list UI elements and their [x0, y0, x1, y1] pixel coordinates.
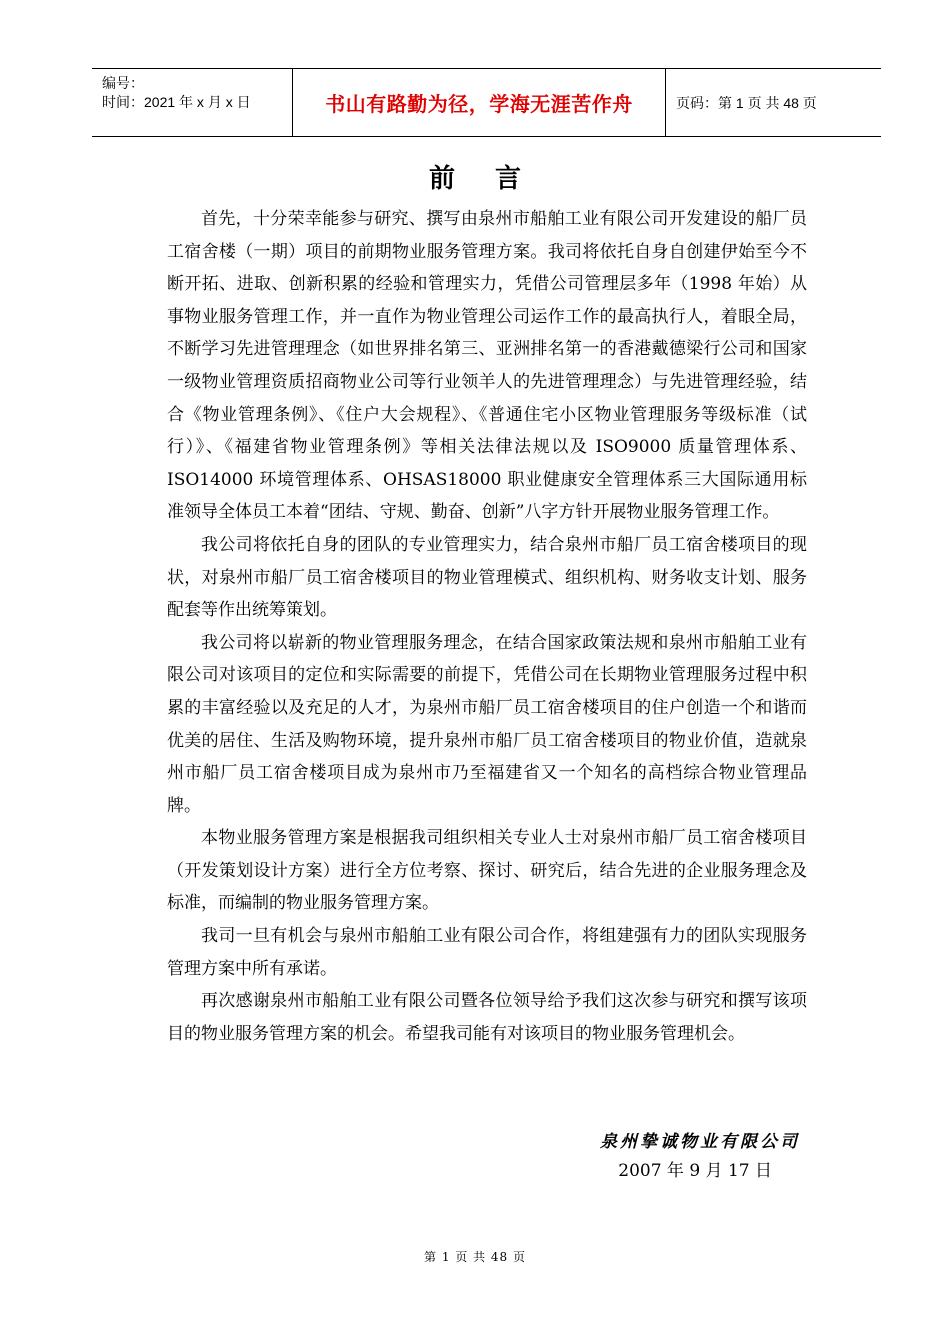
- paragraph: 我公司将以崭新的物业管理服务理念，在结合国家政策法规和泉州市船舶工业有限公司对该项目的定位和实际需要的前提下，凭借公司在长期物业管理服务过程中积累的丰富经验以及充足的人才，为泉州市船厂员工宿舍楼项目的住户创造一个和谐而优美的居住、生活及购物环境，提升泉州市船厂员工宿舍楼项目的物业价值，造就泉州市船厂员工宿舍楼项目成为泉州市乃至福建省又一个知名的高档综合物业管理品牌。: [167, 632, 807, 816]
- header-motto-cell: [293, 69, 666, 136]
- document-body: [167, 203, 807, 1050]
- paragraph: 本物业服务管理方案是根据我司组织相关专业人士对泉州市船厂员工宿舍楼项目（开发策划设计方案）进行全方位考察、探讨、研究后，结合先进的企业服务理念及标准，而编制的物业服务管理方案。: [167, 828, 807, 914]
- paragraph: 我公司将依托自身的团队的专业管理实力，结合泉州市船厂员工宿舍楼项目的现状，对泉州市船厂员工宿舍楼项目的物业管理模式、组织机构、财务收支计划、服务配套等作出统筹策划。: [167, 534, 807, 621]
- signature-date: 2007 年 9 月 17 日: [618, 1161, 772, 1181]
- header-meta-cell: [92, 69, 293, 136]
- page-title: 前言: [428, 164, 561, 194]
- page-info: 页码：第 1 页 共 48 页: [676, 94, 817, 111]
- page-footer: 第 1 页 共 48 页: [424, 1250, 526, 1264]
- paragraph: 我司一旦有机会与泉州市船舶工业有限公司合作，将组建强有力的团队实现服务管理方案中所有承诺。: [167, 926, 807, 979]
- document-header: [92, 68, 881, 137]
- paragraph: 首先，十分荣幸能参与研究、撰写由泉州市船舶工业有限公司开发建设的船厂员工宿舍楼（一期）项目的前期物业服务管理方案。我司将依托自身自创建伊始至今不断开拓、进取、创新积累的经验和管理实力，凭借公司管理层多年（1998 年始）从事物业服务管理工作，并一直作为物业管理公司运作工作的最高执行人，着眼全局，不断学习先进管理理念（如世界排名第三、亚洲排名第一的香港戴德梁行公司和国家一级物业管理资质招商物业公司等行业领羊人的先进管理理念）与先进管理经验，结合《物业管理条例》、《住户大会规程》、《普通住宅小区物业管理服务等级标准（试行）》、《福建省物业管理条例》等相关法律法规以及 ISO9000 质量管理体系、ISO14000 环境管理体系、OHSAS18000 职业健康安全管理体系三大国际通用标准领导全体员工本着“团结、守规、勤奋、创新”八字方针开展物业服务管理工作。: [167, 209, 807, 523]
- company-signature: 泉州挚诚物业有限公司: [600, 1132, 800, 1152]
- paragraph: 再次感谢泉州市船舶工业有限公司暨各位领导给予我们这次参与研究和撰写该项目的物业服务管理方案的机会。希望我司能有对该项目的物业服务管理机会。: [167, 991, 807, 1044]
- time-label: 时间：2021 年 x 月 x 日: [102, 94, 251, 110]
- number-label: 编号：: [102, 75, 144, 91]
- motto-text: 书山有路勤为径，学海无涯苦作舟: [325, 92, 633, 116]
- header-page-cell: [666, 69, 881, 136]
